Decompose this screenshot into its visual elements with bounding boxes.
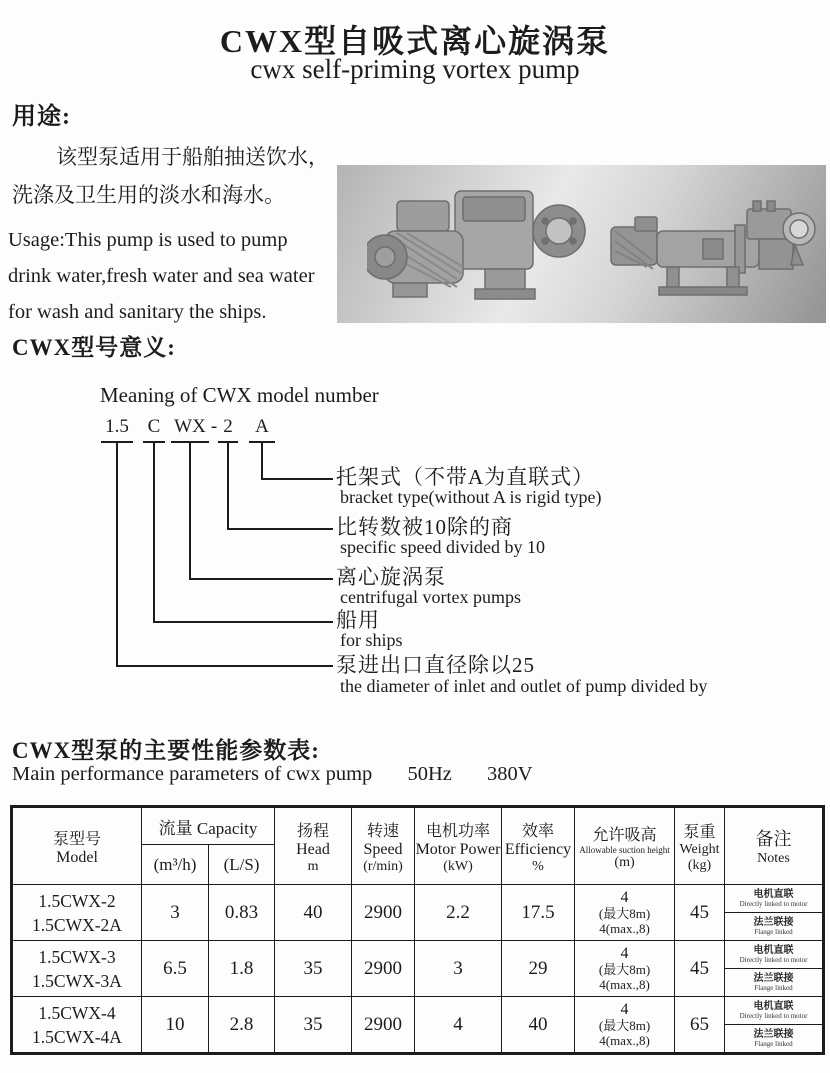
cell-capacity-m3h: 3 bbox=[142, 885, 209, 941]
col-header-capacity-ls bbox=[209, 845, 275, 885]
cell-head: 40 bbox=[275, 885, 352, 941]
model-token-wx: WX bbox=[171, 416, 209, 443]
col-header-weight bbox=[675, 807, 725, 885]
voltage-value: 380V bbox=[486, 763, 533, 785]
table-row bbox=[12, 885, 824, 941]
meaning-label-vortex-zh: 离心旋涡泵 bbox=[336, 565, 446, 589]
connector-hline-a bbox=[261, 478, 333, 480]
note-flange-linked bbox=[725, 969, 822, 996]
cell-efficiency: 17.5 bbox=[502, 885, 575, 941]
col-header-capacity-m3h bbox=[142, 845, 209, 885]
cell-capacity-ls: 0.83 bbox=[209, 885, 275, 941]
model-meaning-heading: CWX型号意义: bbox=[12, 335, 176, 360]
col-header-power-zh: 电机功率 bbox=[426, 822, 491, 840]
col-header-power-unit: (kW) bbox=[443, 858, 473, 874]
col-header-head-zh: 扬程 bbox=[297, 822, 330, 840]
col-header-notes-en: Notes bbox=[757, 851, 790, 866]
connector-vline-wx bbox=[189, 441, 191, 578]
note-en: Directly linked to motor bbox=[739, 900, 808, 908]
cell-suction bbox=[575, 885, 675, 941]
usage-text-zh bbox=[12, 138, 342, 214]
connector-vline-c bbox=[153, 441, 155, 621]
cell-capacity-ls: 2.8 bbox=[209, 997, 275, 1054]
cell-suction bbox=[575, 997, 675, 1054]
suction-line: 4 bbox=[620, 888, 629, 906]
model-line: 1.5CWX-4A bbox=[32, 1026, 122, 1047]
cell-head: 35 bbox=[275, 941, 352, 997]
table-row bbox=[12, 941, 824, 997]
cell-model bbox=[12, 941, 142, 997]
col-header-capacity-label: 流量 Capacity bbox=[158, 818, 258, 838]
suction-line: (最大8m) bbox=[598, 905, 651, 921]
col-header-efficiency-zh: 效率 bbox=[522, 822, 555, 840]
note-en: Flange linked bbox=[754, 1040, 793, 1048]
cell-model bbox=[12, 997, 142, 1054]
meaning-label-ships-zh: 船用 bbox=[336, 608, 380, 632]
model-token-1.5: 1.5 bbox=[101, 416, 133, 443]
connector-vline-2 bbox=[227, 441, 229, 528]
note-en: Directly linked to motor bbox=[739, 1012, 808, 1020]
note-en: Flange linked bbox=[754, 984, 793, 992]
parameters-heading-en-text: Main performance parameters of cwx pump bbox=[12, 763, 373, 785]
cell-speed: 2900 bbox=[352, 941, 415, 997]
note-direct-linked bbox=[725, 885, 822, 913]
col-header-power-en: Motor Power bbox=[415, 840, 501, 858]
cell-power: 3 bbox=[415, 941, 502, 997]
col-header-suction-en: Allowable suction height bbox=[579, 844, 670, 855]
suction-line: 4(max.,8) bbox=[599, 976, 650, 992]
model-meaning-subheading: Meaning of CWX model number bbox=[100, 383, 379, 407]
page-title-en: cwx self-priming vortex pump bbox=[250, 54, 580, 84]
parameters-heading-en bbox=[12, 763, 533, 786]
cell-weight: 65 bbox=[675, 997, 725, 1054]
note-zh: 电机直联 bbox=[753, 945, 794, 956]
col-header-weight-en: Weight bbox=[679, 841, 720, 857]
col-header-model bbox=[12, 807, 142, 885]
model-line: 1.5CWX-3 bbox=[38, 946, 116, 967]
meaning-label-vortex-en: centrifugal vortex pumps bbox=[340, 587, 521, 607]
col-header-weight-unit: (kg) bbox=[687, 857, 712, 873]
usage-text-en bbox=[8, 222, 343, 330]
pump-photos-panel bbox=[337, 165, 826, 323]
note-flange-linked bbox=[725, 1025, 822, 1052]
col-header-model-zh: 泵型号 bbox=[52, 830, 101, 848]
model-line: 1.5CWX-2 bbox=[38, 890, 116, 911]
note-direct-linked bbox=[725, 941, 822, 969]
model-token-a: A bbox=[249, 416, 275, 443]
note-zh: 电机直联 bbox=[753, 889, 794, 900]
connector-hline-2 bbox=[227, 528, 333, 530]
frequency-value: 50Hz bbox=[407, 763, 452, 785]
meaning-label-bracket-en: bracket type(without A is rigid type) bbox=[340, 487, 602, 507]
suction-line: 4 bbox=[620, 1000, 629, 1018]
col-header-speed-en: Speed bbox=[363, 840, 403, 858]
cell-efficiency: 40 bbox=[502, 997, 575, 1054]
col-header-speed-unit: (r/min) bbox=[363, 858, 403, 874]
col-header-capacity bbox=[142, 807, 275, 845]
usage-en-line: for wash and sanitary the ships. bbox=[8, 301, 267, 323]
model-token-dash: - bbox=[210, 416, 218, 437]
col-header-weight-zh: 泵重 bbox=[683, 823, 716, 841]
col-header-notes bbox=[725, 807, 824, 885]
col-header-notes-zh: 备注 bbox=[755, 829, 792, 849]
cell-weight: 45 bbox=[675, 941, 725, 997]
model-token-2: 2 bbox=[218, 416, 238, 443]
col-header-head bbox=[275, 807, 352, 885]
meaning-label-diameter-zh: 泵进出口直径除以25 bbox=[336, 653, 535, 677]
col-header-power bbox=[415, 807, 502, 885]
cell-notes bbox=[725, 997, 824, 1054]
col-header-efficiency-unit: % bbox=[532, 858, 544, 874]
cell-notes bbox=[725, 885, 824, 941]
usage-en-line: drink water,fresh water and sea water bbox=[8, 265, 315, 287]
connector-hline-c bbox=[153, 621, 333, 623]
pump-image-left bbox=[367, 183, 597, 313]
suction-line: (最大8m) bbox=[598, 961, 651, 977]
capacity-m3h-label: (m³/h) bbox=[153, 854, 197, 874]
cell-capacity-m3h: 10 bbox=[142, 997, 209, 1054]
cell-efficiency: 29 bbox=[502, 941, 575, 997]
meaning-label-ships-en: for ships bbox=[340, 630, 403, 650]
note-direct-linked bbox=[725, 997, 822, 1025]
meaning-label-speed-en: specific speed divided by 10 bbox=[340, 537, 545, 557]
col-header-suction-zh: 允许吸高 bbox=[592, 826, 657, 844]
col-header-speed-zh: 转速 bbox=[367, 822, 400, 840]
note-zh: 法兰联接 bbox=[753, 973, 794, 984]
usage-en-line: Usage:This pump is used to pump bbox=[8, 229, 288, 251]
note-en: Flange linked bbox=[754, 928, 793, 936]
usage-zh-line: 该型泵适用于船舶抽送饮水， bbox=[56, 145, 329, 169]
meaning-label-diameter-en: the diameter of inlet and outlet of pump divided by bbox=[340, 676, 708, 696]
col-header-suction-unit: (m) bbox=[614, 854, 635, 870]
col-header-efficiency bbox=[502, 807, 575, 885]
cell-head: 35 bbox=[275, 997, 352, 1054]
cell-power: 2.2 bbox=[415, 885, 502, 941]
col-header-head-unit: m bbox=[307, 858, 319, 874]
parameters-heading-zh: CWX型泵的主要性能参数表: bbox=[12, 738, 320, 763]
suction-line: 4(max.,8) bbox=[599, 1032, 650, 1048]
meaning-label-speed-zh: 比转数被10除的商 bbox=[336, 515, 513, 539]
cell-speed: 2900 bbox=[352, 885, 415, 941]
note-en: Directly linked to motor bbox=[739, 956, 808, 964]
cell-notes bbox=[725, 941, 824, 997]
connector-vline-a bbox=[261, 441, 263, 478]
meaning-label-bracket-zh: 托架式（不带A为直联式） bbox=[336, 465, 595, 489]
usage-zh-line: 洗涤及卫生用的淡水和海水。 bbox=[12, 183, 285, 207]
note-zh: 电机直联 bbox=[753, 1001, 794, 1012]
model-line: 1.5CWX-2A bbox=[32, 914, 122, 935]
note-flange-linked bbox=[725, 913, 822, 940]
suction-line: 4 bbox=[620, 944, 629, 962]
suction-line: 4(max.,8) bbox=[599, 920, 650, 936]
col-header-speed bbox=[352, 807, 415, 885]
cell-suction bbox=[575, 941, 675, 997]
suction-line: (最大8m) bbox=[598, 1017, 651, 1033]
connector-hline-1.5 bbox=[116, 665, 333, 667]
table-row bbox=[12, 997, 824, 1054]
cell-capacity-m3h: 6.5 bbox=[142, 941, 209, 997]
cell-model bbox=[12, 885, 142, 941]
cell-weight: 45 bbox=[675, 885, 725, 941]
col-header-suction bbox=[575, 807, 675, 885]
pump-image-right bbox=[607, 195, 817, 300]
model-line: 1.5CWX-4 bbox=[38, 1002, 116, 1023]
usage-heading: 用途: bbox=[12, 104, 71, 130]
note-zh: 法兰联接 bbox=[753, 917, 794, 928]
model-token-c: C bbox=[143, 416, 165, 443]
col-header-model-en: Model bbox=[56, 848, 98, 866]
connector-hline-wx bbox=[189, 578, 333, 580]
model-line: 1.5CWX-3A bbox=[32, 970, 122, 991]
cell-capacity-ls: 1.8 bbox=[209, 941, 275, 997]
page-title-zh: CWX型自吸式离心旋涡泵 bbox=[219, 23, 611, 59]
note-zh: 法兰联接 bbox=[753, 1029, 794, 1040]
cell-power: 4 bbox=[415, 997, 502, 1054]
cell-speed: 2900 bbox=[352, 997, 415, 1054]
capacity-ls-label: (L/S) bbox=[223, 854, 260, 874]
col-header-head-en: Head bbox=[296, 840, 330, 858]
connector-vline-1.5 bbox=[116, 441, 118, 665]
col-header-efficiency-en: Efficiency bbox=[504, 840, 572, 858]
parameters-table bbox=[10, 805, 825, 1055]
